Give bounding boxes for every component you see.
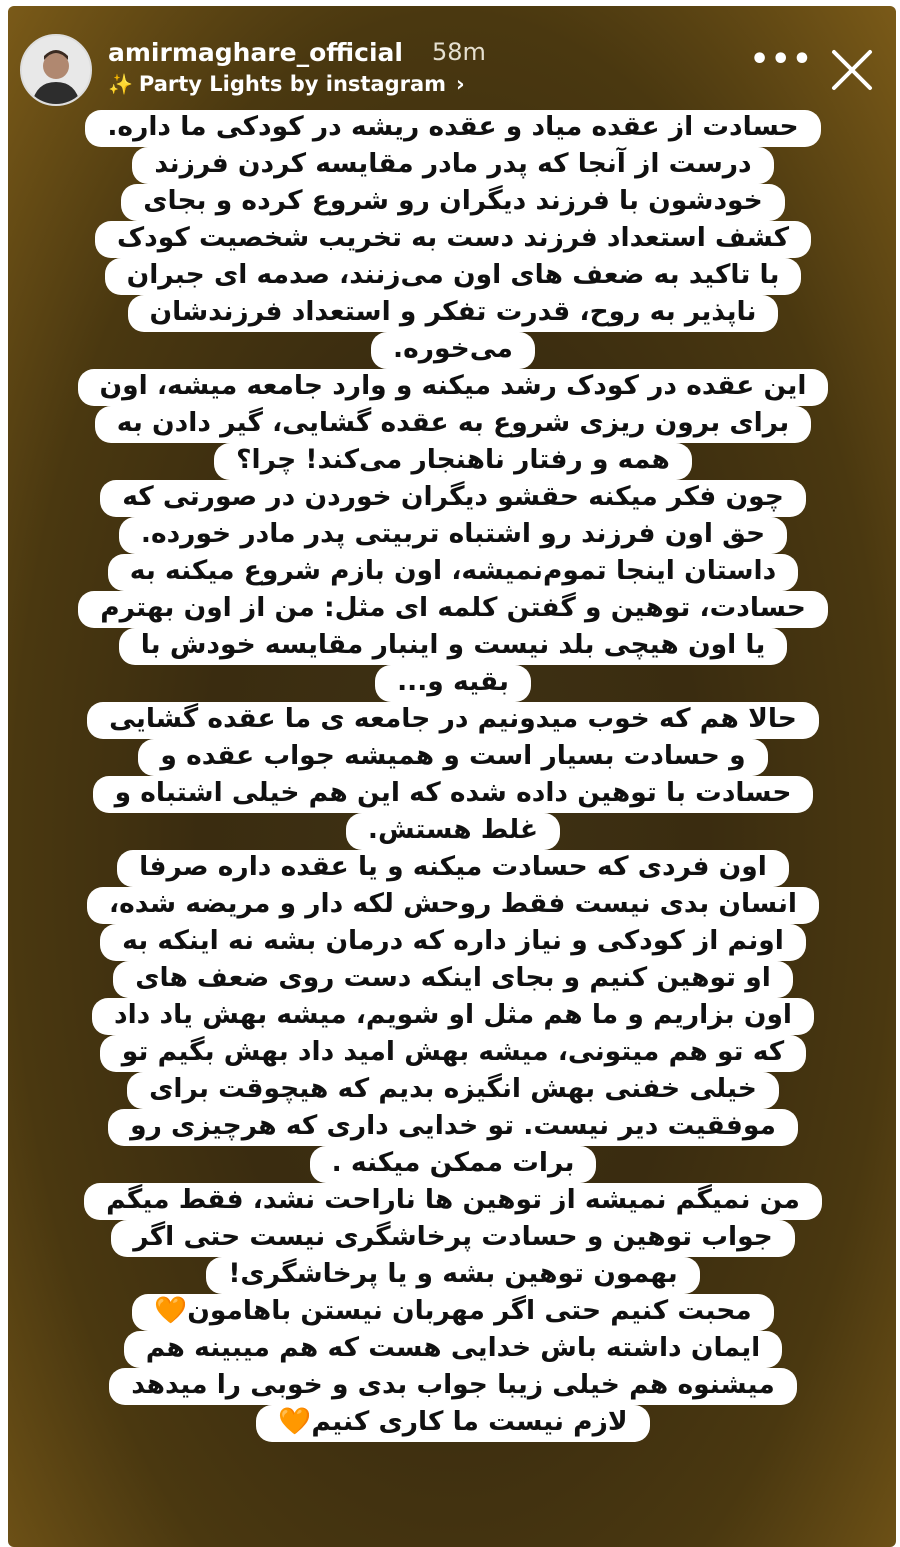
music-label: Party Lights by instagram bbox=[138, 72, 447, 96]
story-text-line: اون بزاریم و ما هم مثل او شویم، میشه بهش یاد داد bbox=[92, 998, 814, 1035]
story-header bbox=[8, 6, 896, 116]
story-text-line: حسادت با توهین داده شده که این هم خیلی اشتباه و bbox=[93, 776, 814, 813]
close-icon bbox=[828, 46, 876, 94]
story-text-line: داستان اینجا تموم‌نمیشه، اون بازم شروع میکنه به bbox=[108, 554, 798, 591]
story-text-line: همه و رفتار ناهنجار می‌کند! چرا؟ bbox=[214, 443, 692, 480]
story-text-line: یا اون هیچی بلد نیست و اینبار مقایسه خودش با bbox=[119, 628, 788, 665]
story-text-line: و حسادت بسیار است و همیشه جواب عقده و bbox=[138, 739, 767, 776]
story-text-line: لازم نیست ما کاری کنیم🧡 bbox=[256, 1405, 649, 1442]
story-text-line: خودشون با فرزند دیگران رو شروع کرده و بجای bbox=[121, 184, 785, 221]
story-text-line: ایمان داشته باش خدایی هست که هم میبینه هم bbox=[124, 1331, 782, 1368]
story-text-line: حق اون فرزند رو اشتباه تربیتی پدر مادر خورده. bbox=[119, 517, 787, 554]
story-text-line: حالا هم که خوب میدونیم در جامعه ی ما عقده گشایی bbox=[87, 702, 819, 739]
story-paragraph bbox=[48, 850, 858, 1183]
avatar[interactable] bbox=[20, 34, 92, 106]
story-text-line: من نمیگم نمیشه از توهین ها ناراحت نشد، فقط میگم bbox=[84, 1183, 822, 1220]
story-text-line: می‌خوره. bbox=[371, 332, 535, 369]
story-text-line: محبت کنیم حتی اگر مهربان نیستن باهامون🧡 bbox=[132, 1294, 773, 1331]
story-paragraph bbox=[48, 1183, 858, 1294]
story-text-line: برات ممکن میکنه . bbox=[310, 1146, 597, 1183]
story-text-line: درست از آنجا که پدر مادر مقایسه کردن فرزند bbox=[132, 147, 773, 184]
story-text-line: حسادت از عقده میاد و عقده ریشه در کودکی ما داره. bbox=[85, 110, 820, 147]
story-paragraph bbox=[48, 369, 858, 480]
story-text-line: میشنوه هم خیلی زیبا جواب بدی و خوبی را میدهد bbox=[109, 1368, 796, 1405]
story-text-line: با تاکید به ضعف های اون می‌زنند، صدمه ای جبران bbox=[105, 258, 802, 295]
story-text-line: او توهین کنیم و بجای اینکه دست روی ضعف های bbox=[113, 961, 793, 998]
story-text-line: بهمون توهین بشه و یا پرخاشگری! bbox=[206, 1257, 699, 1294]
story-text-line: انسان بدی نیست فقط روحش لکه دار و مریضه شده، bbox=[87, 887, 819, 924]
close-button[interactable] bbox=[828, 46, 876, 94]
sparkle-icon: ✨ bbox=[108, 72, 133, 96]
story-text-line: خیلی خفنی بهش انگیزه بدیم که هیچوقت برای bbox=[127, 1072, 779, 1109]
story-text-line: اون فردی که حسادت میکنه و یا عقده داره صرفا bbox=[117, 850, 789, 887]
story-text-line: که تو هم میتونی، میشه بهش امید داد بهش بگیم تو bbox=[100, 1035, 806, 1072]
story-paragraph bbox=[48, 110, 858, 369]
story-text-line: چون فکر میکنه حقشو دیگران خوردن در صورتی که bbox=[100, 480, 806, 517]
screen-right-edge bbox=[896, 0, 900, 1547]
story-text-line: برای برون ریزی شروع به عقده گشایی، گیر دادن به bbox=[95, 406, 811, 443]
story-text-line: حسادت، توهین و گفتن کلمه ای مثل: من از اون بهترم bbox=[78, 591, 828, 628]
story-text-line: ناپذیر به روح، قدرت تفکر و استعداد فرزندشان bbox=[128, 295, 779, 332]
story-paragraph bbox=[48, 1294, 858, 1442]
story-text-line: موفقیت دیر نیست. تو خدایی داری که هرچیزی رو bbox=[108, 1109, 798, 1146]
story-viewer[interactable] bbox=[8, 6, 896, 1547]
story-username[interactable]: amirmaghare_official bbox=[108, 38, 403, 67]
story-text-line: بقیه و... bbox=[375, 665, 531, 702]
story-paragraph bbox=[48, 480, 858, 702]
story-text-line: این عقده در کودک رشد میکنه و وارد جامعه میشه، اون bbox=[78, 369, 829, 406]
story-paragraph bbox=[48, 702, 858, 850]
music-sticker-link[interactable] bbox=[108, 72, 465, 96]
more-options-button[interactable]: ••• bbox=[750, 42, 814, 77]
story-text-line: جواب توهین و حسادت پرخاشگری نیست حتی اگر bbox=[111, 1220, 795, 1257]
story-timestamp: 58m bbox=[432, 38, 486, 66]
story-text-line: کشف استعداد فرزند دست به تخریب شخصیت کودک bbox=[95, 221, 811, 258]
story-text-block bbox=[48, 110, 858, 1442]
story-text-line: اونم از کودکی و نیاز داره که درمان بشه نه اینکه به bbox=[100, 924, 806, 961]
story-text-line: غلط هستش. bbox=[346, 813, 560, 850]
chevron-right-icon: › bbox=[456, 72, 465, 96]
